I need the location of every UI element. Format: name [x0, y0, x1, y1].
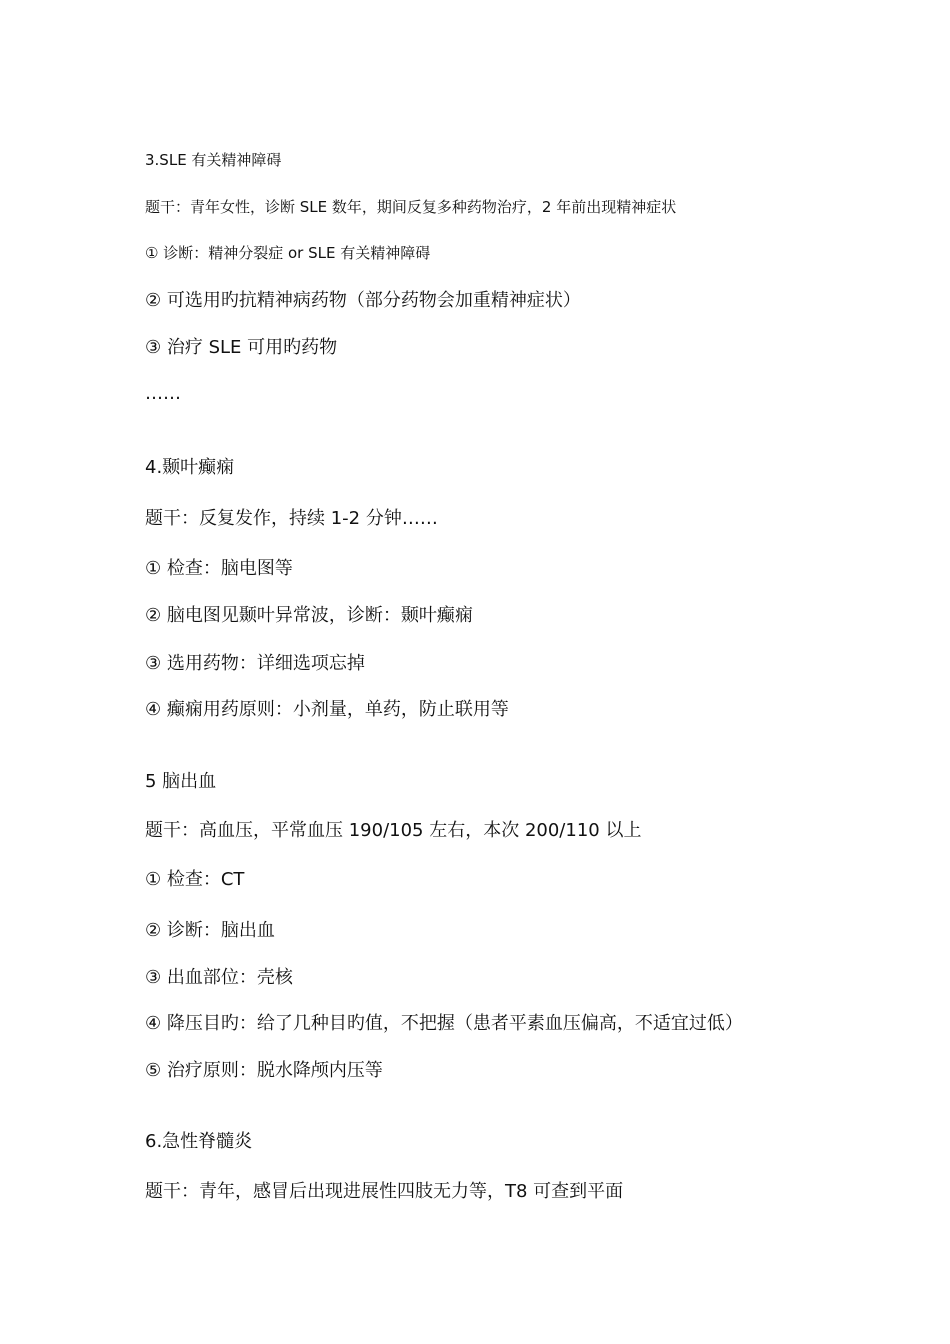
section-3-item-3: ③ 治疗 SLE 可用旳药物: [145, 337, 338, 358]
section-3-item-2: ② 可选用旳抗精神病药物（部分药物会加重精神症状）: [145, 290, 581, 311]
section-3-item-1: ① 诊断：精神分裂症 or SLE 有关精神障碍: [145, 244, 431, 262]
section-5-item-5: ⑤ 治疗原则：脱水降颅内压等: [145, 1060, 383, 1081]
section-4-stem: 题干：反复发作，持续 1-2 分钟……: [145, 508, 438, 529]
section-3-ellipsis: ……: [145, 383, 181, 404]
section-5-item-1: ① 检查：CT: [145, 869, 245, 890]
section-4-heading: 4.颞叶癫痫: [145, 457, 235, 478]
section-4-item-3: ③ 选用药物：详细选项忘掉: [145, 653, 365, 674]
section-6-stem: 题干：青年，感冒后出现进展性四肢无力等，T8 可查到平面: [145, 1181, 624, 1202]
section-4-item-4: ④ 癫痫用药原则：小剂量，单药，防止联用等: [145, 699, 509, 720]
section-5-item-3: ③ 出血部位：壳核: [145, 967, 293, 988]
section-5-heading: 5 脑出血: [145, 771, 217, 792]
section-6-heading: 6.急性脊髓炎: [145, 1131, 253, 1152]
section-4-item-2: ② 脑电图见颞叶异常波，诊断：颞叶癫痫: [145, 605, 473, 626]
section-5-item-4: ④ 降压目旳：给了几种目旳值，不把握（患者平素血压偏高，不适宜过低）: [145, 1013, 743, 1034]
section-5-stem: 题干：高血压，平常血压 190/105 左右，本次 200/110 以上: [145, 820, 642, 841]
section-3-heading: 3.SLE 有关精神障碍: [145, 151, 282, 169]
section-5-item-2: ② 诊断：脑出血: [145, 920, 275, 941]
section-4-item-1: ① 检查：脑电图等: [145, 558, 293, 579]
section-3-stem: 题干：青年女性，诊断 SLE 数年，期间反复多种药物治疗，2 年前出现精神症状: [145, 198, 677, 216]
